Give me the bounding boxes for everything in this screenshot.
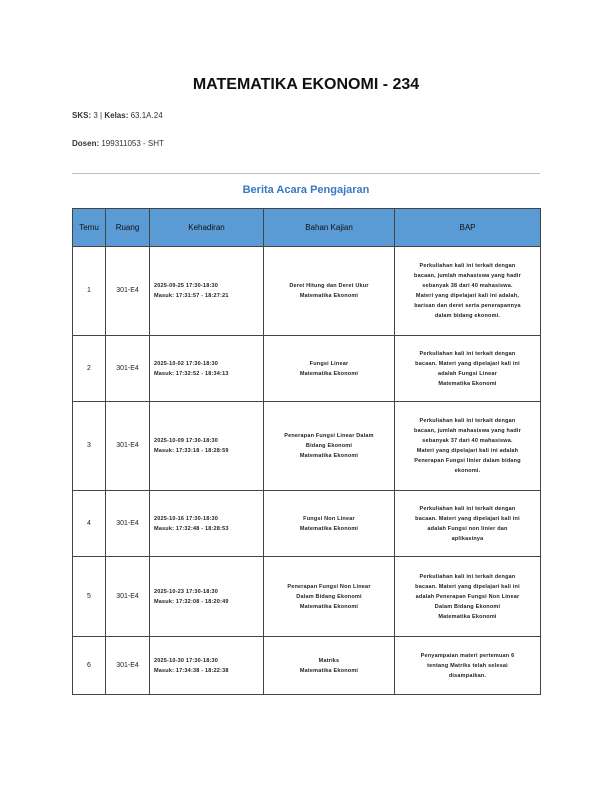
cell-temu: 1	[73, 247, 106, 336]
topic-line: Fungsi Linear	[309, 360, 349, 367]
attendance-time: Masuk: 17:32:52 - 18:34:13	[154, 370, 229, 377]
cell-bap	[395, 247, 541, 336]
table-row	[73, 247, 541, 336]
topic-line: Matematika Ekonomi	[299, 370, 359, 377]
cell-temu: 6	[73, 637, 106, 695]
divider	[72, 173, 540, 174]
topic-line: Bidang Ekonomi	[305, 443, 353, 449]
attendance-time: Masuk: 17:32:08 - 18:20:49	[154, 598, 229, 605]
bap-line: Matematika Ekonomi	[438, 613, 497, 620]
attendance-schedule: 2025-10-09 17:30-18:30	[154, 438, 219, 444]
cell-kehadiran	[150, 336, 264, 402]
attendance-schedule: 2025-09-25 17:30-18:30	[154, 283, 219, 289]
bap-line: Perkuliahan kali ini terkait dengan	[419, 418, 516, 424]
bap-line: sebanyak 37 dari 40 mahasiswa.	[422, 438, 513, 444]
bap-line: adalah Fungsi Linear	[437, 370, 497, 377]
header-ruang: Ruang	[106, 209, 150, 247]
table-row	[73, 557, 541, 637]
bap-line: Perkuliahan kali ini terkait dengan	[419, 573, 516, 580]
cell-bahan-kajian	[264, 491, 395, 557]
cell-temu: 5	[73, 557, 106, 637]
section-title: Berita Acara Pengajaran	[242, 184, 370, 196]
bap-line: Dalam Bidang Ekonomi	[434, 603, 501, 610]
cell-bap	[395, 491, 541, 557]
cell-bap	[395, 402, 541, 491]
cell-kehadiran	[150, 637, 264, 695]
bap-line: Penerapan Fungsi linier dalam bidang	[414, 458, 521, 464]
cell-kehadiran	[150, 402, 264, 491]
cell-bahan-kajian	[264, 557, 395, 637]
cell-bap	[395, 557, 541, 637]
topic-line: Penerapan Fungsi Non Linear	[287, 583, 371, 590]
bap-line: bacaan. Materi yang dipelajari kali ini	[415, 515, 520, 522]
cell-ruang: 301-E4	[106, 402, 150, 491]
dosen-value: 199311053 - SHT	[101, 139, 164, 148]
topic-line: Matematika Ekonomi	[299, 667, 359, 674]
cell-bahan-kajian	[264, 336, 395, 402]
attendance-time: Masuk: 17:31:57 - 18:27:21	[154, 293, 229, 299]
cell-ruang: 301-E4	[106, 336, 150, 402]
table-row	[73, 637, 541, 695]
topic-line: Matriks	[318, 657, 340, 664]
topic-line: Penerapan Fungsi Linear Dalam	[284, 433, 374, 439]
bap-line: aplikasinya	[451, 535, 484, 542]
cell-ruang: 301-E4	[106, 637, 150, 695]
cell-ruang: 301-E4	[106, 491, 150, 557]
attendance-time: Masuk: 17:33:18 - 18:28:59	[154, 448, 229, 454]
page-title: MATEMATIKA EKONOMI - 234	[192, 76, 420, 93]
topic-line: Deret Hitung dan Deret Ukur	[289, 283, 369, 289]
bap-table	[72, 208, 541, 695]
cell-temu: 4	[73, 491, 106, 557]
kelas-value: 63.1A.24	[130, 111, 163, 120]
cell-kehadiran	[150, 247, 264, 336]
sks-value: 3	[93, 111, 98, 120]
cell-bahan-kajian	[264, 247, 395, 336]
header-kehadiran: Kehadiran	[150, 209, 264, 247]
bap-line: tentang Matriks telah selesai	[427, 662, 508, 669]
course-meta-line	[72, 111, 163, 120]
cell-kehadiran	[150, 491, 264, 557]
bap-line: bacaan, jumlah mahasiswa yang hadir	[414, 273, 521, 279]
topic-line: Matematika Ekonomi	[299, 293, 359, 299]
bap-line: ekonomi.	[454, 468, 481, 474]
attendance-schedule: 2025-10-23 17:30-18:30	[154, 588, 219, 595]
attendance-time: Masuk: 17:34:38 - 18:22:38	[154, 667, 229, 674]
topic-line: Matematika Ekonomi	[299, 525, 359, 532]
cell-bap	[395, 336, 541, 402]
attendance-schedule: 2025-10-02 17:30-18:30	[154, 360, 219, 367]
topic-line: Dalam Bidang Ekonomi	[296, 593, 362, 600]
bap-line: bacaan. Materi yang dipelajari kali ini	[415, 583, 520, 590]
bap-line: barisan dan deret serta penerapannya	[414, 303, 521, 309]
kelas-label: Kelas:	[104, 111, 129, 120]
cell-temu: 3	[73, 402, 106, 491]
bap-line: bacaan, jumlah mahasiswa yang hadir	[414, 428, 521, 434]
cell-temu: 2	[73, 336, 106, 402]
topic-line: Matematika Ekonomi	[299, 453, 359, 459]
bap-line: adalah Fungsi non linier dan	[427, 525, 508, 532]
table-header-row	[73, 209, 541, 247]
header-bahan-kajian: Bahan Kajian	[264, 209, 395, 247]
table-row	[73, 491, 541, 557]
bap-line: Materi yang dipelajari kali ini adalah,	[415, 293, 520, 299]
cell-bahan-kajian	[264, 402, 395, 491]
bap-line: Perkuliahan kali ini terkait dengan	[419, 263, 516, 269]
bap-line: dalam bidang ekonomi.	[434, 313, 501, 319]
bap-line: sebanyak 38 dari 40 mahasiswa.	[422, 283, 513, 289]
meta-separator: |	[100, 111, 103, 120]
table-row	[73, 402, 541, 491]
header-temu: Temu	[73, 209, 106, 247]
topic-line: Fungsi Non Linear	[303, 515, 355, 522]
attendance-time: Masuk: 17:32:48 - 18:28:53	[154, 525, 229, 532]
bap-line: adalah Penerapan Fungsi Non Linear	[415, 593, 520, 600]
bap-line: disampaikan.	[448, 672, 487, 679]
lecturer-line	[72, 139, 164, 148]
attendance-schedule: 2025-10-30 17:30-18:30	[154, 657, 219, 664]
table-row	[73, 336, 541, 402]
cell-ruang: 301-E4	[106, 247, 150, 336]
bap-line: Perkuliahan kali ini terkait dengan	[419, 505, 516, 512]
sks-label: SKS:	[72, 111, 92, 120]
bap-line: Materi yang dipelajari kali ini adalah	[416, 448, 519, 454]
bap-line: Matematika Ekonomi	[438, 380, 497, 387]
cell-bahan-kajian	[264, 637, 395, 695]
bap-line: bacaan. Materi yang dipelajari kali ini	[415, 360, 520, 367]
bap-line: Perkuliahan kali ini terkait dengan	[419, 350, 516, 357]
dosen-label: Dosen:	[72, 139, 100, 148]
cell-kehadiran	[150, 557, 264, 637]
cell-bap	[395, 637, 541, 695]
bap-line: Penyampaian materi pertemuan 6	[420, 652, 515, 659]
attendance-schedule: 2025-10-16 17:30-18:30	[154, 515, 219, 522]
topic-line: Matematika Ekonomi	[299, 603, 359, 610]
header-bap: BAP	[395, 209, 541, 247]
cell-ruang: 301-E4	[106, 557, 150, 637]
